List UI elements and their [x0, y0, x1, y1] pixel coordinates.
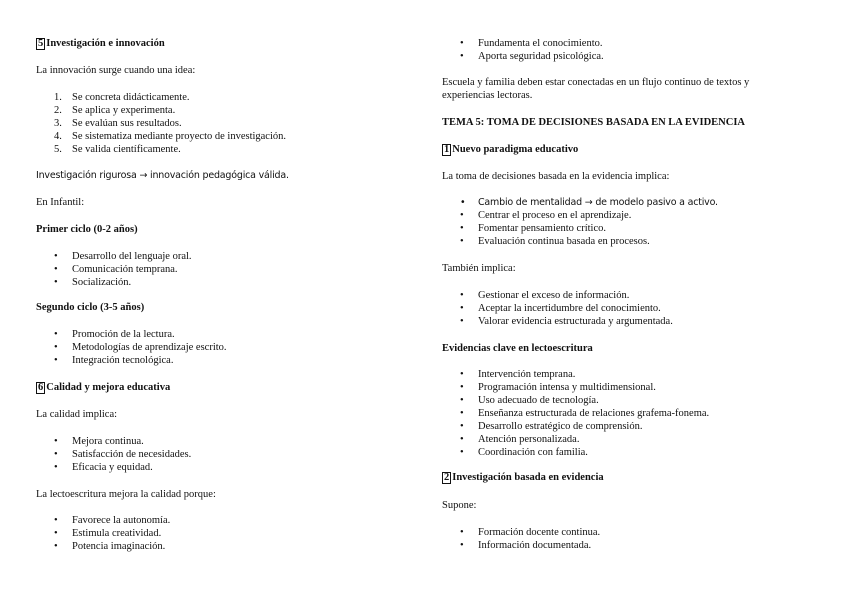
list-item: • Intervención temprana. — [442, 368, 709, 381]
list-item: • Evaluación continua basada en procesos. — [442, 235, 718, 248]
list-item: • Gestionar el exceso de información. — [442, 289, 673, 302]
tambien-label: También implica: — [442, 263, 516, 274]
list-item: 2. Se aplica y experimenta. — [54, 105, 176, 116]
evidencias-list — [442, 368, 709, 459]
lecto-list — [36, 514, 170, 553]
section-1-heading: 1 Nuevo paradigma educativo — [444, 144, 579, 155]
list-item: • Promoción de la lectura. — [36, 328, 227, 341]
list-item: • Desarrollo estratégico de comprensión. — [442, 420, 709, 433]
list-item: • Aceptar la incertidumbre del conocimiento. — [442, 302, 673, 315]
list-item: • Cambio de mentalidad → de modelo pasivo a activo. — [442, 196, 718, 209]
section-number-box: 5 — [38, 38, 44, 49]
primer-ciclo-heading: Primer ciclo (0-2 años) — [36, 224, 138, 235]
list-item: • Fundamenta el conocimiento. — [442, 37, 604, 50]
list-item: • Valorar evidencia estructurada y argumentada. — [442, 315, 673, 328]
list-item: • Comunicación temprana. — [36, 263, 192, 276]
list-item: • Enseñanza estructurada de relaciones grafema-fonema. — [442, 407, 709, 420]
primer-ciclo-list — [36, 250, 192, 289]
list-item: 3. Se evalúan sus resultados. — [54, 118, 182, 129]
infantil-label: En Infantil: — [36, 197, 85, 208]
innovation-steps-list — [36, 91, 286, 156]
supone-list — [442, 526, 600, 552]
toma-intro: La toma de decisiones basada en la evidencia implica: — [442, 171, 670, 182]
toma-list — [442, 196, 718, 248]
calidad-intro: La calidad implica: — [36, 409, 118, 420]
list-item: • Satisfacción de necesidades. — [36, 448, 191, 461]
segundo-ciclo-heading: Segundo ciclo (3-5 años) — [36, 302, 145, 313]
list-item: 1. Se concreta didácticamente. — [54, 92, 190, 103]
tambien-list — [442, 289, 673, 328]
list-item: • Desarrollo del lenguaje oral. — [36, 250, 192, 263]
list-item: 4. Se sistematiza mediante proyecto de investigación. — [54, 131, 287, 142]
list-item: 5. Se valida científicamente. — [54, 144, 181, 155]
innovation-intro: La innovación surge cuando una idea: — [36, 65, 196, 76]
tema-5-title: TEMA 5: TOMA DE DECISIONES BASADA EN LA EVIDENCIA — [442, 117, 746, 128]
list-item: • Coordinación con familia. — [442, 446, 709, 459]
top-list — [442, 37, 604, 63]
list-item: • Aporta seguridad psicológica. — [442, 50, 604, 63]
list-item: • Formación docente continua. — [442, 526, 600, 539]
supone-label: Supone: — [442, 500, 477, 511]
list-item: • Centrar el proceso en el aprendizaje. — [442, 209, 718, 222]
list-item: • Integración tecnológica. — [36, 354, 227, 367]
list-item: • Información documentada. — [442, 539, 600, 552]
innovation-formula: Investigación rigurosa → innovación pedagógica válida. — [36, 170, 289, 181]
list-item: • Favorece la autonomía. — [36, 514, 170, 527]
evidencias-heading: Evidencias clave en lectoescritura — [442, 343, 593, 354]
section-5-heading: 5 Investigación e innovación — [38, 38, 165, 49]
list-item: • Potencia imaginación. — [36, 540, 170, 553]
section-6-heading: 6 Calidad y mejora educativa — [38, 382, 171, 393]
calidad-list — [36, 435, 191, 474]
list-item: • Socialización. — [36, 276, 192, 289]
segundo-ciclo-list — [36, 328, 227, 367]
section-number-box: 2 — [444, 472, 450, 483]
list-item: • Fomentar pensamiento crítico. — [442, 222, 718, 235]
list-item: • Eficacia y equidad. — [36, 461, 191, 474]
lecto-intro: La lectoescritura mejora la calidad porque: — [36, 489, 216, 500]
list-item: • Atención personalizada. — [442, 433, 709, 446]
list-item: • Metodologías de aprendizaje escrito. — [36, 341, 227, 354]
list-item: • Estimula creatividad. — [36, 527, 170, 540]
list-item: • Mejora continua. — [36, 435, 191, 448]
familia-paragraph: Escuela y familia deben estar conectadas en un flujo continuo de textos y experiencias lectoras. — [442, 77, 750, 101]
section-number-box: 1 — [444, 144, 450, 155]
section-2-heading: 2 Investigación basada en evidencia — [444, 472, 604, 483]
list-item: • Uso adecuado de tecnología. — [442, 394, 709, 407]
section-number-box: 6 — [38, 382, 44, 393]
list-item: • Programación intensa y multidimensional. — [442, 381, 709, 394]
